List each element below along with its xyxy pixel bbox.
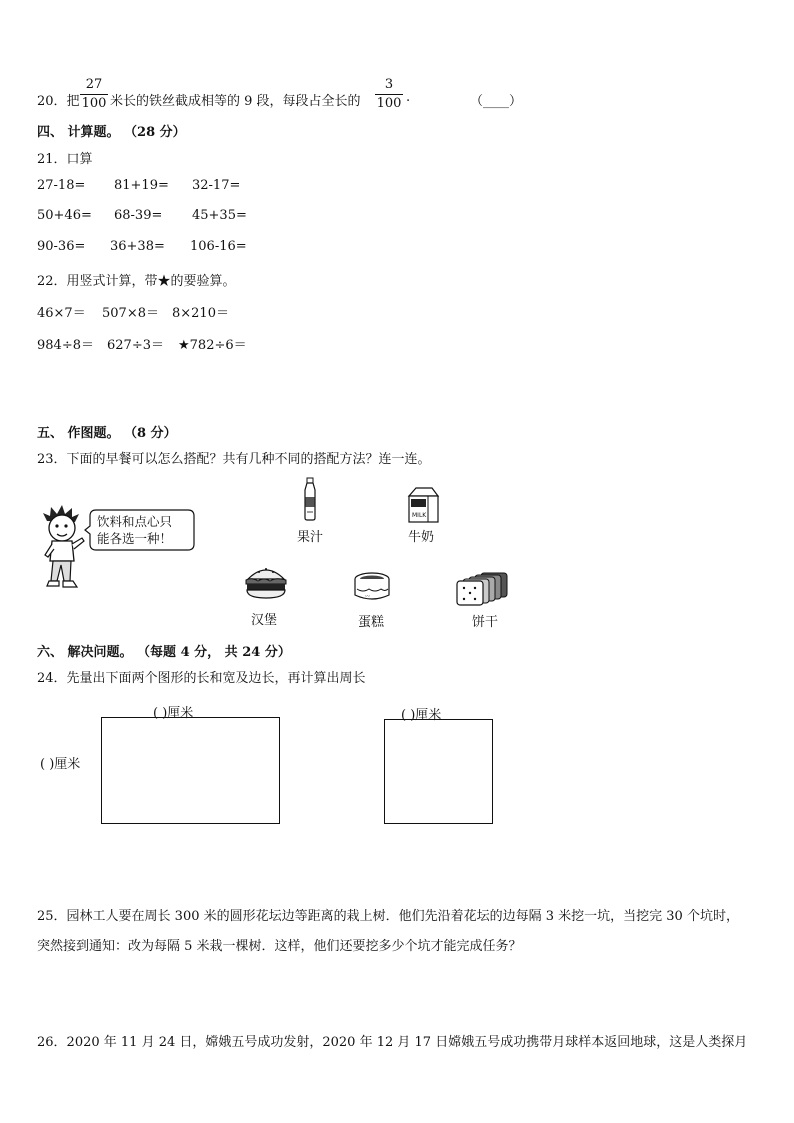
fraction-bar bbox=[80, 94, 108, 95]
speech-bubble bbox=[97, 513, 172, 547]
q21-item: 68-39= bbox=[114, 208, 163, 223]
burger-label: 汉堡 bbox=[251, 613, 278, 628]
q20-fraction-1 bbox=[80, 77, 108, 112]
burger-icon bbox=[244, 563, 288, 601]
q21-item: 27-18= bbox=[37, 178, 86, 193]
q20-fraction-1-denominator: 100 bbox=[81, 96, 107, 111]
q25-line-1: 25．园林工人要在周长 300 米的圆形花坛边等距离的栽上树．他们先沿着花坛的边每隔 3 米挖一坑，当挖完 30 个坑时， bbox=[37, 909, 739, 924]
q22-label: 22．用竖式计算，带★的要验算。 bbox=[37, 274, 236, 289]
q22-item: 8×210＝ bbox=[172, 306, 229, 321]
q20-fraction-1-numerator: 27 bbox=[85, 77, 103, 92]
juice-bottle-icon bbox=[301, 477, 319, 521]
q22-item: 46×7＝ bbox=[37, 306, 86, 321]
q20-answer-blank[interactable]: （____） bbox=[470, 94, 523, 109]
q20-text: 米长的铁丝截成相等的 9 段，每段占全长的 bbox=[110, 94, 361, 109]
section-4-title: 四、 计算题。 （28 分） bbox=[37, 125, 186, 140]
q25-line-2: 突然接到通知：改为每隔 5 米栽一棵树．这样，他们还要挖多少个坑才能完成任务？ bbox=[37, 939, 522, 954]
rectangle-width-blank[interactable]: ( )厘米 bbox=[40, 757, 81, 772]
milk-carton-text: MILK bbox=[412, 512, 427, 519]
section-6-title: 六、 解决问题。 （每题 4 分， 共 24 分） bbox=[37, 645, 291, 660]
q22-item: 984÷8＝ bbox=[37, 338, 94, 353]
q20-fraction-2-denominator: 100 bbox=[376, 96, 402, 111]
q20-suffix: . bbox=[406, 90, 411, 105]
q21-item: 50+46= bbox=[37, 208, 92, 223]
q21-item: 90-36= bbox=[37, 239, 86, 254]
rectangle-shape bbox=[101, 717, 280, 824]
svg-text:〰: 〰 bbox=[365, 594, 371, 600]
q21-item: 45+35= bbox=[192, 208, 247, 223]
square-shape bbox=[384, 719, 493, 824]
juice-label: 果汁 bbox=[297, 530, 324, 545]
fraction-bar bbox=[375, 94, 403, 95]
q26-line-1: 26．2020 年 11 月 24 日，嫦娥五号成功发射，2020 年 12 月 17 日嫦娥五号成功携带月球样本返回地球，这是人类探月 bbox=[37, 1035, 748, 1050]
q22-item: 627÷3＝ bbox=[107, 338, 164, 353]
q21-item: 106-16= bbox=[190, 239, 247, 254]
q23-label: 23．下面的早餐可以怎么搭配？共有几种不同的搭配方法？连一连。 bbox=[37, 452, 431, 467]
q21-item: 36+38= bbox=[110, 239, 165, 254]
q21-item: 32-17= bbox=[192, 178, 241, 193]
q22-item: 507×8＝ bbox=[102, 306, 159, 321]
biscuit-icon bbox=[455, 571, 511, 607]
cake-icon bbox=[353, 571, 391, 603]
cake-label: 蛋糕 bbox=[358, 615, 385, 630]
speech-line-2: 能各选一种！ bbox=[97, 531, 173, 546]
q21-item: 81+19= bbox=[114, 178, 169, 193]
biscuit-label: 饼干 bbox=[472, 615, 499, 630]
q21-label: 21．口算 bbox=[37, 152, 93, 167]
milk-label: 牛奶 bbox=[408, 530, 435, 545]
square-side-blank[interactable]: ( )厘米 bbox=[401, 708, 442, 723]
q20-fraction-2 bbox=[375, 77, 403, 112]
q24-label: 24．先量出下面两个图形的长和宽及边长，再计算出周长 bbox=[37, 671, 366, 686]
speech-line-1: 饮料和点心只 bbox=[97, 514, 173, 529]
q22-item: ★782÷6＝ bbox=[178, 338, 247, 353]
q20-prefix: 20．把 bbox=[37, 94, 80, 109]
milk-carton-icon bbox=[406, 486, 440, 524]
section-5-title: 五、 作图题。 （8 分） bbox=[37, 426, 177, 441]
q20-fraction-2-numerator: 3 bbox=[384, 77, 394, 92]
rectangle-length-blank[interactable]: ( )厘米 bbox=[153, 706, 194, 721]
